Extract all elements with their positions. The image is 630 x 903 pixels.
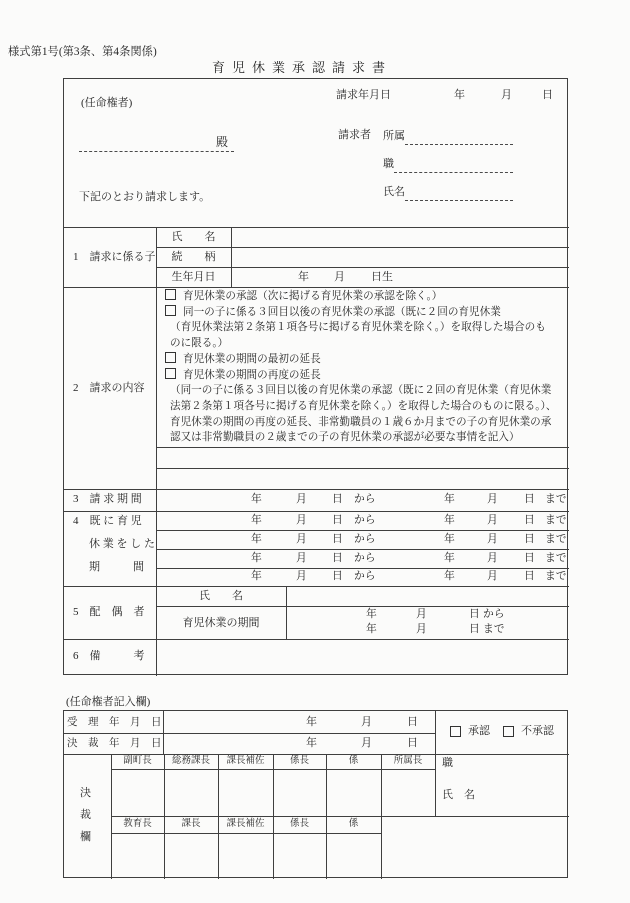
approve-label: 承認 <box>468 725 490 737</box>
option-line <box>165 289 571 305</box>
reject-label: 不承認 <box>521 725 554 737</box>
day-born-label: 日生 <box>371 271 393 283</box>
until-label: まで <box>545 493 567 505</box>
request-date-label: 請求年月日 <box>336 89 391 101</box>
request-period-row <box>156 493 569 511</box>
section4-label-line3: 期 間 <box>89 561 144 573</box>
stamp-col-header: 総務課長 <box>171 756 210 766</box>
year-label: 年 <box>298 271 309 283</box>
year-label: 年 <box>251 570 262 582</box>
divider <box>163 711 164 754</box>
month-label: 月 <box>296 552 307 564</box>
divider <box>64 511 569 512</box>
option-line <box>165 415 571 431</box>
year-label: 年 <box>444 533 455 545</box>
from-label: から <box>354 533 376 545</box>
from-label: から <box>483 608 505 620</box>
past-leave-period-row <box>156 570 569 588</box>
stamp-col-header: 副町長 <box>123 756 152 766</box>
affiliation-label: 所属 <box>383 130 405 142</box>
form-title: 育児休業承認請求書 <box>211 60 392 75</box>
year-label: 年 <box>306 716 317 728</box>
stamp-col-header: 係長 <box>289 756 309 766</box>
kessai-label-char: 欄 <box>80 831 91 843</box>
year-label: 年 <box>366 608 377 620</box>
option-line <box>165 383 571 399</box>
checkbox-icon[interactable] <box>165 368 176 379</box>
option-line <box>165 320 571 336</box>
month-label: 月 <box>361 737 372 749</box>
year-label: 年 <box>444 570 455 582</box>
month-label: 月 <box>487 493 498 505</box>
option-text: 法第２条第１項各号に掲げる育児休業を除く。）を取得した場合のものに限る。）、 <box>170 400 557 412</box>
month-label: 月 <box>416 608 427 620</box>
divider <box>218 754 219 879</box>
request-content-options <box>165 289 571 446</box>
option-line <box>165 336 571 352</box>
approval-choice <box>435 725 569 739</box>
day-label: 日 <box>542 89 553 101</box>
option-text: 同一の子に係る３回目以後の育児休業の承認（既に２回の育児休業 <box>183 306 501 318</box>
day-label: 日 <box>524 533 535 545</box>
month-label: 月 <box>416 623 427 635</box>
checkbox-icon[interactable] <box>165 305 176 316</box>
stamp-col-header: 課長補佐 <box>226 819 265 829</box>
month-label: 月 <box>487 552 498 564</box>
month-label: 月 <box>501 89 512 101</box>
kessai-label-char: 決 <box>80 787 91 799</box>
divider <box>111 816 569 817</box>
divider <box>64 639 569 640</box>
stamp-col-header: 課長 <box>181 819 201 829</box>
spouse-leave-period-label: 育児休業の期間 <box>182 617 260 629</box>
section3-label: 3 請 求 期 間 <box>73 493 142 505</box>
option-text: のに限る。） <box>170 338 229 350</box>
past-leave-period-row <box>156 514 569 532</box>
divider <box>64 227 569 228</box>
accepted-date-label: 受 理 年 月 日 <box>67 717 162 728</box>
stamp-col-header: 所属長 <box>393 756 423 766</box>
checkbox-icon[interactable] <box>165 352 176 363</box>
authority-section-label: (任命権者記入欄) <box>66 696 151 708</box>
divider <box>156 468 569 469</box>
year-label: 年 <box>251 514 262 526</box>
month-label: 月 <box>296 533 307 545</box>
month-label: 月 <box>296 493 307 505</box>
child-relation-label: 続 柄 <box>171 251 216 263</box>
day-label: 日 <box>332 493 343 505</box>
from-label: から <box>354 570 376 582</box>
option-line <box>165 399 571 415</box>
divider <box>381 754 382 879</box>
section4-label-line1: 4 既 に 育 児 <box>73 515 142 527</box>
divider <box>231 227 232 287</box>
position-fill-line[interactable] <box>394 159 513 173</box>
dono-label: 殿 <box>216 135 229 149</box>
divider <box>156 267 569 268</box>
reject-checkbox[interactable] <box>503 726 514 737</box>
option-line <box>165 368 571 384</box>
month-label: 月 <box>296 570 307 582</box>
section2-label: 2 請求の内容 <box>73 382 145 394</box>
day-label: 日 <box>332 514 343 526</box>
divider <box>64 489 569 490</box>
position-label: 職 <box>383 158 394 170</box>
year-label: 年 <box>444 514 455 526</box>
appointer-fill-line[interactable] <box>79 138 234 152</box>
divider <box>286 586 287 639</box>
divider <box>111 833 381 834</box>
day-label: 日 <box>332 552 343 564</box>
year-label: 年 <box>454 89 465 101</box>
kessai-label-char: 裁 <box>80 809 91 821</box>
stamp-position-label: 職 <box>442 757 453 769</box>
spouse-name-label: 氏 名 <box>199 590 243 602</box>
past-leave-period-row <box>156 552 569 570</box>
child-birthdate-label: 生年月日 <box>171 271 216 283</box>
day-label: 日 <box>469 623 480 635</box>
divider <box>156 247 569 248</box>
until-label: まで <box>483 623 505 635</box>
day-label: 日 <box>407 737 418 749</box>
section4-label-line2: 休 業 を し た <box>89 538 155 550</box>
divider <box>326 754 327 879</box>
option-text: 育児休業の期間の再度の延長 <box>183 369 321 381</box>
month-label: 月 <box>361 716 372 728</box>
stamp-name-label: 氏 名 <box>442 789 475 801</box>
decision-date-label: 決 裁 年 月 日 <box>67 738 162 749</box>
day-label: 日 <box>524 552 535 564</box>
section6-label: 6 備 考 <box>73 650 145 662</box>
option-line <box>165 430 571 446</box>
from-label: から <box>354 514 376 526</box>
until-label: まで <box>545 533 567 545</box>
requester-label: 請求者 <box>338 129 371 141</box>
appointer-label: (任命権者) <box>81 97 133 109</box>
option-line <box>165 305 571 321</box>
divider <box>156 227 157 676</box>
day-label: 日 <box>524 514 535 526</box>
divider <box>111 754 112 879</box>
month-label: 月 <box>296 514 307 526</box>
year-label: 年 <box>444 493 455 505</box>
month-label: 月 <box>334 271 345 283</box>
divider <box>273 754 274 879</box>
stamp-col-header: 係 <box>348 819 359 829</box>
month-label: 月 <box>487 514 498 526</box>
year-label: 年 <box>251 493 262 505</box>
option-line <box>165 352 571 368</box>
until-label: まで <box>545 552 567 564</box>
year-label: 年 <box>306 737 317 749</box>
from-label: から <box>354 552 376 564</box>
stamp-col-header: 係長 <box>289 819 309 829</box>
day-label: 日 <box>469 608 480 620</box>
past-leave-period-row <box>156 533 569 551</box>
day-label: 日 <box>332 570 343 582</box>
option-text: 育児休業の期間の再度の延長、非常勤職員の１歳６か月までの子の育児休業の承 <box>170 416 552 428</box>
until-label: まで <box>545 514 567 526</box>
stamp-col-header: 係 <box>348 756 359 766</box>
divider <box>64 287 569 288</box>
day-label: 日 <box>407 716 418 728</box>
from-label: から <box>354 493 376 505</box>
name-label: 氏名 <box>383 186 405 198</box>
day-label: 日 <box>524 493 535 505</box>
year-label: 年 <box>366 623 377 635</box>
divider <box>64 733 435 734</box>
divider <box>156 447 569 448</box>
day-label: 日 <box>332 533 343 545</box>
stamp-col-header: 教育長 <box>123 819 152 829</box>
main-table <box>63 78 568 675</box>
section1-label: 1 請求に係る子 <box>73 251 156 263</box>
divider <box>164 754 165 879</box>
divider <box>64 754 569 755</box>
option-text: 育児休業の承認（次に掲げる育児休業の承認を除く。） <box>183 291 443 302</box>
year-label: 年 <box>251 533 262 545</box>
year-label: 年 <box>251 552 262 564</box>
name-fill-line[interactable] <box>405 187 513 201</box>
year-label: 年 <box>444 552 455 564</box>
checkbox-icon[interactable] <box>165 289 176 300</box>
child-name-label: 氏 名 <box>171 231 216 243</box>
option-text: （同一の子に係る３回目以後の育児休業の承認（既に２回の育児休業（育児休業 <box>170 385 552 397</box>
option-text: 認又は非常勤職員の２歳までの子の育児休業の承認が必要な事情を記入） <box>170 432 520 444</box>
stamp-col-header: 課長補佐 <box>226 756 265 766</box>
statement-text: 下記のとおり請求します。 <box>79 191 211 203</box>
authority-table <box>63 710 568 878</box>
form-number: 様式第1号(第3条、第4条関係) <box>8 46 157 58</box>
option-text: 育児休業の期間の最初の延長 <box>183 353 321 365</box>
option-text: （育児休業法第２条第１項各号に掲げる育児休業を除く。）を取得した場合のも <box>170 322 546 334</box>
month-label: 月 <box>487 570 498 582</box>
approve-checkbox[interactable] <box>450 726 461 737</box>
day-label: 日 <box>524 570 535 582</box>
divider <box>156 606 569 607</box>
until-label: まで <box>545 570 567 582</box>
affiliation-fill-line[interactable] <box>405 131 513 145</box>
section5-label: 5 配 偶 者 <box>73 606 145 618</box>
month-label: 月 <box>487 533 498 545</box>
